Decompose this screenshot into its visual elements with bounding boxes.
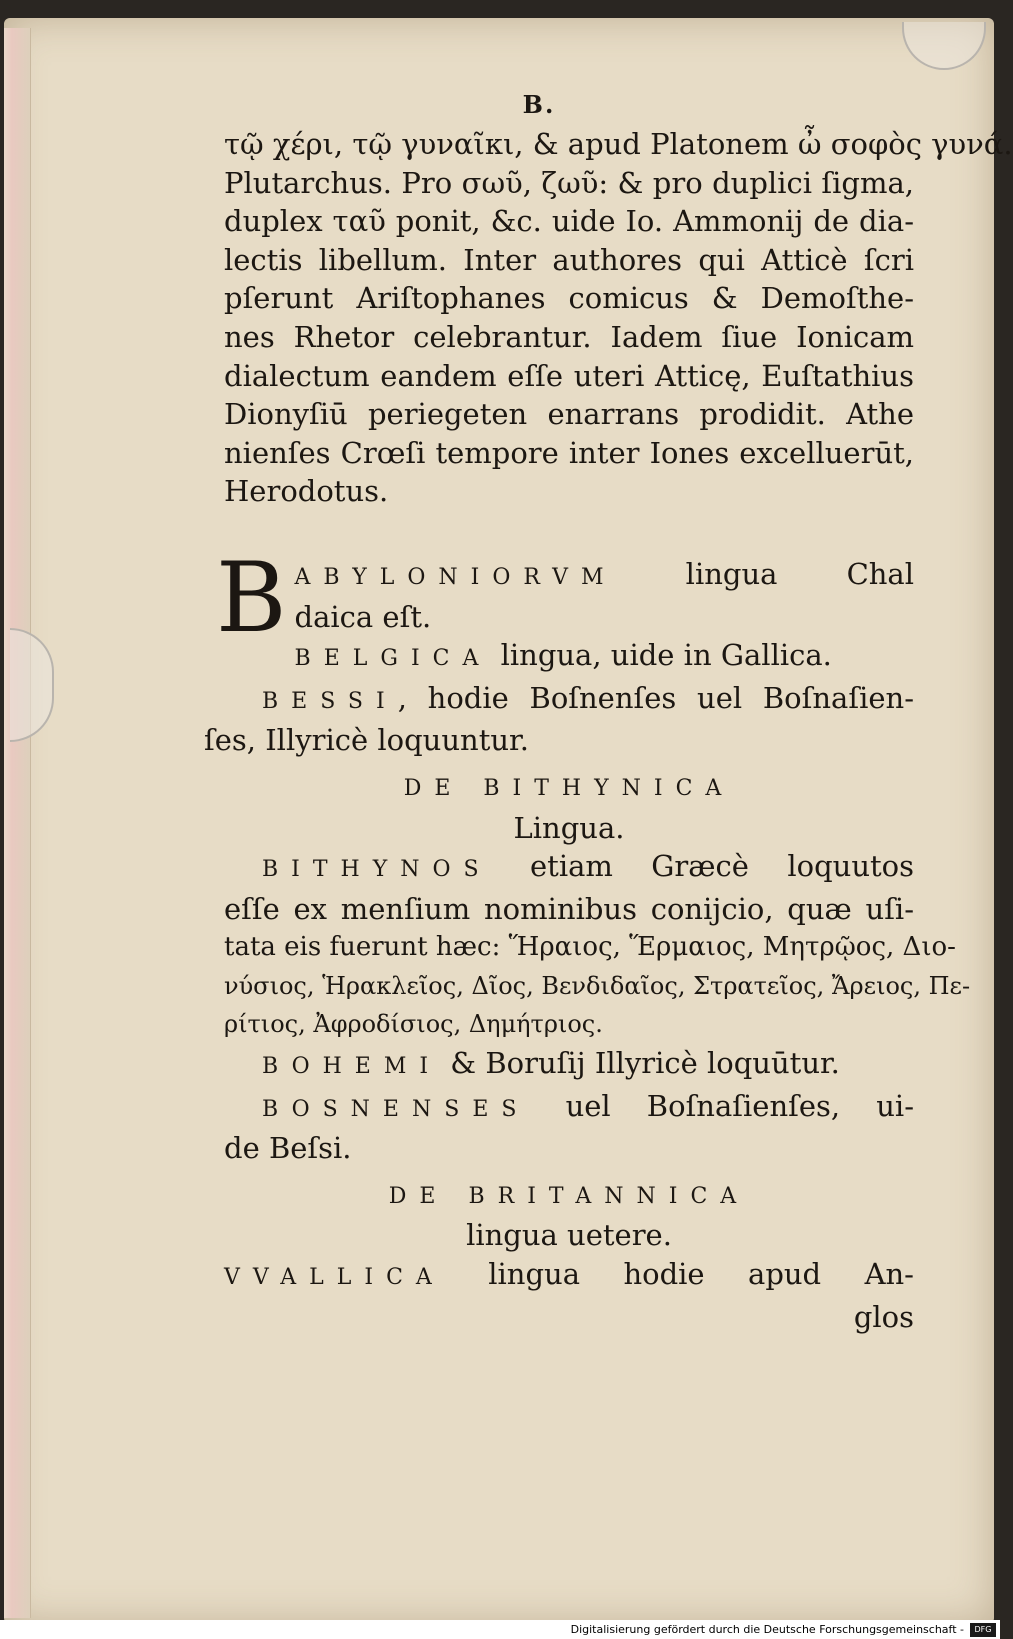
entry-text: lingua Chal (616, 556, 914, 591)
entry-keyword: ABYLONIORVM (294, 564, 617, 590)
section-heading (224, 766, 914, 809)
signature-mark: B. (522, 90, 556, 119)
text-line: eſſe ex menſium nominibus conijcio, quæ uſi- (224, 891, 914, 926)
text-line: duplex ταῦ ponit, &c. uide Io. Ammonij de dia- (224, 204, 914, 239)
section-subheading: lingua uetere. (466, 1218, 672, 1253)
text-line: de Beſsi. (224, 1131, 352, 1166)
text-line: nes Rhetor celebrantur. Iadem ſiue Ionicam (224, 319, 914, 354)
page-clip-left (10, 628, 54, 742)
page-edge (4, 28, 31, 1618)
entry-text: etiam Græcè loquutos (491, 849, 914, 884)
text-line: dialectum eandem eſſe uteri Atticę, Euſtathius (224, 358, 914, 393)
entry-bosnenses (224, 1087, 914, 1130)
text-line: νύσιος, Ἡρακλεῖος, Δῖος, Βενδιδαῖος, Στρατεῖος, Ἄρειος, Πε- (224, 971, 971, 1000)
footer-bar (0, 1620, 1000, 1639)
page-clip-top (902, 22, 986, 70)
footer-credit: Digitalisierung gefördert durch die Deutsche Forschungsgemeinschaft - (570, 1623, 964, 1636)
entry-keyword: BESSI (262, 688, 398, 714)
entry-keyword: BITHYNOS (262, 857, 492, 883)
section-subheading: Lingua. (513, 810, 625, 845)
text-line: ſes, Illyricè loquuntur. (204, 723, 529, 758)
page-text (204, 85, 1013, 1336)
text-line: τῷ χέρι, τῷ γυναῖκι, & apud Platonem ὦ σοφὸς γυνά. (224, 127, 1013, 161)
entry-keyword: VVALLICA (224, 1265, 445, 1291)
entry-keyword: BOSNENSES (262, 1096, 530, 1122)
section-heading (224, 1174, 914, 1217)
text-line: ρίτιος, Ἀφροδίσιος, Δημήτριος. (224, 1010, 603, 1039)
catchword: glos (853, 1299, 914, 1334)
text-line: Herodotus. (224, 474, 389, 509)
entry-bessi (224, 679, 914, 722)
text-line: tata eis fuerunt hæc: Ἥραιος, Ἕρμαιος, Μητρῷος, Διο- (224, 932, 956, 963)
heading-caps: DE BRITANNICA (388, 1183, 750, 1209)
text-line: pſerunt Ariſtophanes comicus & Demoſthe- (224, 281, 914, 316)
text-line: daica eſt. (294, 599, 432, 634)
drop-capital: B (216, 541, 287, 654)
entry-belgica (224, 636, 914, 679)
entry-keyword: BOHEMI (262, 1054, 442, 1080)
entry-keyword: BELGICA (294, 646, 492, 672)
entry-babylon (216, 541, 914, 654)
text-line: Plutarchus. Pro σωῦ, ζωῦ: & pro duplici ſigma, (224, 165, 914, 200)
dfg-logo: DFG (970, 1623, 996, 1637)
entry-text: , hodie Boſnenſes uel Boſnaſien- (397, 680, 914, 715)
entry-bohemi (224, 1044, 914, 1087)
text-line: nienſes Crœſi tempore inter Iones excelluerūt, (224, 435, 914, 470)
entry-text: uel Boſnaſienſes, ui- (529, 1088, 914, 1123)
entry-text: & Boruſij Illyricè loquūtur. (441, 1046, 840, 1081)
entry-bithynos (224, 847, 914, 890)
text-line: lectis libellum. Inter authores qui Atticè ſcri (224, 242, 914, 277)
entry-text: lingua hodie apud An- (444, 1257, 914, 1292)
entry-vvallica (224, 1255, 914, 1298)
entry-text: lingua, uide in Gallica. (491, 638, 832, 673)
heading-caps: DE BITHYNICA (403, 775, 735, 801)
text-line: Dionyſiū periegeten enarrans prodidit. Athe (224, 397, 914, 432)
